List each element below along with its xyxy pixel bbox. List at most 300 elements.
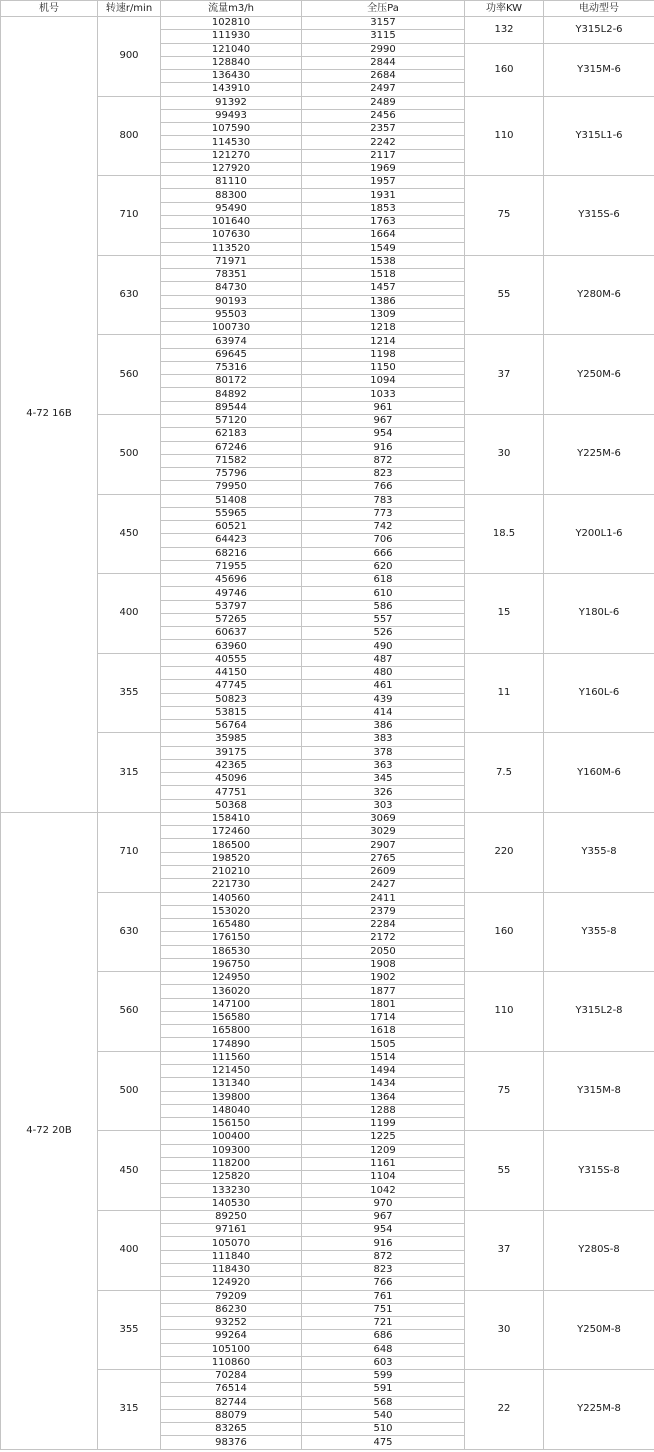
pressure-cell: 766 xyxy=(302,481,465,494)
speed-cell: 710 xyxy=(98,176,161,256)
flow-cell: 53815 xyxy=(161,706,302,719)
speed-cell: 355 xyxy=(98,653,161,733)
pressure-cell: 439 xyxy=(302,693,465,706)
motor-cell: Y315S-6 xyxy=(544,176,654,256)
pressure-cell: 1214 xyxy=(302,335,465,348)
pressure-cell: 1664 xyxy=(302,229,465,242)
flow-cell: 47745 xyxy=(161,680,302,693)
pressure-cell: 386 xyxy=(302,720,465,733)
flow-cell: 148040 xyxy=(161,1104,302,1117)
pressure-cell: 961 xyxy=(302,401,465,414)
pressure-cell: 2379 xyxy=(302,905,465,918)
pressure-cell: 1801 xyxy=(302,998,465,1011)
motor-cell: Y355-8 xyxy=(544,892,654,972)
table-row xyxy=(1,1210,654,1223)
pressure-cell: 1161 xyxy=(302,1157,465,1170)
pressure-cell: 967 xyxy=(302,1210,465,1223)
motor-cell: Y315S-8 xyxy=(544,1131,654,1211)
motor-cell: Y250M-8 xyxy=(544,1290,654,1370)
pressure-cell: 1763 xyxy=(302,215,465,228)
flow-cell: 124950 xyxy=(161,972,302,985)
pressure-cell: 872 xyxy=(302,1250,465,1263)
flow-cell: 128840 xyxy=(161,56,302,69)
flow-cell: 70284 xyxy=(161,1370,302,1383)
flow-cell: 139800 xyxy=(161,1091,302,1104)
flow-cell: 89250 xyxy=(161,1210,302,1223)
table-row xyxy=(1,17,654,30)
pressure-cell: 3115 xyxy=(302,30,465,43)
pressure-cell: 1209 xyxy=(302,1144,465,1157)
pressure-cell: 2609 xyxy=(302,866,465,879)
flow-cell: 45096 xyxy=(161,773,302,786)
pressure-cell: 954 xyxy=(302,428,465,441)
motor-cell: Y160M-6 xyxy=(544,733,654,813)
pressure-cell: 1104 xyxy=(302,1171,465,1184)
flow-cell: 71955 xyxy=(161,560,302,573)
pressure-cell: 1957 xyxy=(302,176,465,189)
flow-cell: 57265 xyxy=(161,613,302,626)
flow-cell: 127920 xyxy=(161,162,302,175)
flow-cell: 176150 xyxy=(161,932,302,945)
speed-cell: 315 xyxy=(98,733,161,813)
flow-cell: 105100 xyxy=(161,1343,302,1356)
table-row xyxy=(1,892,654,905)
motor-cell: Y200L1-6 xyxy=(544,494,654,574)
pressure-cell: 603 xyxy=(302,1356,465,1369)
table-row xyxy=(1,96,654,109)
flow-cell: 90193 xyxy=(161,295,302,308)
flow-cell: 49746 xyxy=(161,587,302,600)
flow-cell: 39175 xyxy=(161,746,302,759)
pressure-cell: 2489 xyxy=(302,96,465,109)
flow-cell: 76514 xyxy=(161,1383,302,1396)
speed-cell: 560 xyxy=(98,972,161,1052)
pressure-cell: 620 xyxy=(302,560,465,573)
table-row xyxy=(1,972,654,985)
pressure-cell: 383 xyxy=(302,733,465,746)
power-cell: 220 xyxy=(465,812,544,892)
flow-cell: 118200 xyxy=(161,1157,302,1170)
flow-cell: 133230 xyxy=(161,1184,302,1197)
flow-cell: 86230 xyxy=(161,1303,302,1316)
pressure-cell: 1514 xyxy=(302,1051,465,1064)
flow-cell: 88300 xyxy=(161,189,302,202)
pressure-cell: 2427 xyxy=(302,879,465,892)
pressure-cell: 1931 xyxy=(302,189,465,202)
pressure-cell: 1094 xyxy=(302,375,465,388)
pressure-cell: 378 xyxy=(302,746,465,759)
flow-cell: 99264 xyxy=(161,1330,302,1343)
pressure-cell: 2456 xyxy=(302,109,465,122)
pressure-cell: 1505 xyxy=(302,1038,465,1051)
header-pressure: 全压Pa xyxy=(302,1,465,17)
table-body xyxy=(1,17,654,1450)
speed-cell: 500 xyxy=(98,1051,161,1131)
flow-cell: 136020 xyxy=(161,985,302,998)
speed-cell: 315 xyxy=(98,1370,161,1450)
speed-cell: 355 xyxy=(98,1290,161,1370)
pressure-cell: 591 xyxy=(302,1383,465,1396)
pressure-cell: 1457 xyxy=(302,282,465,295)
flow-cell: 105070 xyxy=(161,1237,302,1250)
flow-cell: 42365 xyxy=(161,759,302,772)
pressure-cell: 3069 xyxy=(302,812,465,825)
flow-cell: 71582 xyxy=(161,454,302,467)
flow-cell: 100730 xyxy=(161,322,302,335)
header-motor: 电动型号 xyxy=(544,1,654,17)
pressure-cell: 618 xyxy=(302,574,465,587)
power-cell: 18.5 xyxy=(465,494,544,574)
pressure-cell: 1386 xyxy=(302,295,465,308)
pressure-cell: 2050 xyxy=(302,945,465,958)
flow-cell: 221730 xyxy=(161,879,302,892)
pressure-cell: 666 xyxy=(302,547,465,560)
model-cell: 4-72 16B xyxy=(1,17,98,813)
flow-cell: 57120 xyxy=(161,414,302,427)
flow-cell: 78351 xyxy=(161,269,302,282)
flow-cell: 81110 xyxy=(161,176,302,189)
flow-cell: 56764 xyxy=(161,720,302,733)
motor-cell: Y180L-6 xyxy=(544,574,654,654)
flow-cell: 198520 xyxy=(161,852,302,865)
speed-cell: 630 xyxy=(98,255,161,335)
flow-cell: 107590 xyxy=(161,123,302,136)
header-row xyxy=(1,1,654,17)
speed-cell: 450 xyxy=(98,1131,161,1211)
flow-cell: 118430 xyxy=(161,1263,302,1276)
pressure-cell: 970 xyxy=(302,1197,465,1210)
flow-cell: 111840 xyxy=(161,1250,302,1263)
pressure-cell: 540 xyxy=(302,1409,465,1422)
motor-cell: Y250M-6 xyxy=(544,335,654,415)
pressure-cell: 648 xyxy=(302,1343,465,1356)
flow-cell: 109300 xyxy=(161,1144,302,1157)
header-power: 功率KW xyxy=(465,1,544,17)
pressure-cell: 916 xyxy=(302,1237,465,1250)
flow-cell: 83265 xyxy=(161,1423,302,1436)
power-cell: 132 xyxy=(465,17,544,44)
power-cell: 37 xyxy=(465,1210,544,1290)
pressure-cell: 823 xyxy=(302,1263,465,1276)
pressure-cell: 461 xyxy=(302,680,465,693)
pressure-cell: 1853 xyxy=(302,202,465,215)
motor-cell: Y160L-6 xyxy=(544,653,654,733)
flow-cell: 47751 xyxy=(161,786,302,799)
speed-cell: 400 xyxy=(98,1210,161,1290)
table-row xyxy=(1,1370,654,1383)
flow-cell: 111560 xyxy=(161,1051,302,1064)
pressure-cell: 954 xyxy=(302,1224,465,1237)
motor-cell: Y355-8 xyxy=(544,812,654,892)
pressure-cell: 1218 xyxy=(302,322,465,335)
flow-cell: 64423 xyxy=(161,534,302,547)
flow-cell: 75796 xyxy=(161,468,302,481)
flow-cell: 121270 xyxy=(161,149,302,162)
pressure-cell: 823 xyxy=(302,468,465,481)
flow-cell: 51408 xyxy=(161,494,302,507)
pressure-cell: 1714 xyxy=(302,1011,465,1024)
pressure-cell: 783 xyxy=(302,494,465,507)
flow-cell: 124920 xyxy=(161,1277,302,1290)
pressure-cell: 1042 xyxy=(302,1184,465,1197)
flow-cell: 113520 xyxy=(161,242,302,255)
flow-cell: 156580 xyxy=(161,1011,302,1024)
table-row xyxy=(1,812,654,825)
motor-cell: Y280M-6 xyxy=(544,255,654,335)
flow-cell: 140560 xyxy=(161,892,302,905)
pressure-cell: 345 xyxy=(302,773,465,786)
pressure-cell: 1549 xyxy=(302,242,465,255)
pressure-cell: 1908 xyxy=(302,958,465,971)
flow-cell: 67246 xyxy=(161,441,302,454)
motor-cell: Y315L1-6 xyxy=(544,96,654,176)
speed-cell: 400 xyxy=(98,574,161,654)
flow-cell: 60521 xyxy=(161,521,302,534)
flow-cell: 50823 xyxy=(161,693,302,706)
flow-cell: 165480 xyxy=(161,919,302,932)
pressure-cell: 487 xyxy=(302,653,465,666)
pressure-cell: 1518 xyxy=(302,269,465,282)
flow-cell: 110860 xyxy=(161,1356,302,1369)
pressure-cell: 1150 xyxy=(302,361,465,374)
flow-cell: 79209 xyxy=(161,1290,302,1303)
pressure-cell: 303 xyxy=(302,799,465,812)
power-cell: 22 xyxy=(465,1370,544,1450)
power-cell: 75 xyxy=(465,176,544,256)
pressure-cell: 773 xyxy=(302,507,465,520)
flow-cell: 55965 xyxy=(161,507,302,520)
pressure-cell: 480 xyxy=(302,667,465,680)
flow-cell: 84730 xyxy=(161,282,302,295)
pressure-cell: 761 xyxy=(302,1290,465,1303)
power-cell: 160 xyxy=(465,892,544,972)
power-cell: 110 xyxy=(465,972,544,1052)
pressure-cell: 1309 xyxy=(302,308,465,321)
flow-cell: 98376 xyxy=(161,1436,302,1449)
motor-cell: Y315M-6 xyxy=(544,43,654,96)
speed-cell: 560 xyxy=(98,335,161,415)
table-row xyxy=(1,1290,654,1303)
pressure-cell: 721 xyxy=(302,1317,465,1330)
flow-cell: 75316 xyxy=(161,361,302,374)
flow-cell: 158410 xyxy=(161,812,302,825)
pressure-cell: 1494 xyxy=(302,1064,465,1077)
flow-cell: 40555 xyxy=(161,653,302,666)
flow-cell: 172460 xyxy=(161,826,302,839)
table-row xyxy=(1,733,654,746)
flow-cell: 107630 xyxy=(161,229,302,242)
flow-cell: 50368 xyxy=(161,799,302,812)
pressure-cell: 1198 xyxy=(302,348,465,361)
flow-cell: 140530 xyxy=(161,1197,302,1210)
pressure-cell: 526 xyxy=(302,627,465,640)
pressure-cell: 586 xyxy=(302,600,465,613)
pressure-cell: 414 xyxy=(302,706,465,719)
pressure-cell: 610 xyxy=(302,587,465,600)
flow-cell: 45696 xyxy=(161,574,302,587)
pressure-cell: 1288 xyxy=(302,1104,465,1117)
pressure-cell: 2411 xyxy=(302,892,465,905)
pressure-cell: 2284 xyxy=(302,919,465,932)
flow-cell: 79950 xyxy=(161,481,302,494)
flow-cell: 100400 xyxy=(161,1131,302,1144)
pressure-cell: 2907 xyxy=(302,839,465,852)
pressure-cell: 967 xyxy=(302,414,465,427)
speed-cell: 800 xyxy=(98,96,161,176)
pressure-cell: 363 xyxy=(302,759,465,772)
flow-cell: 88079 xyxy=(161,1409,302,1422)
pressure-cell: 1434 xyxy=(302,1078,465,1091)
pressure-cell: 766 xyxy=(302,1277,465,1290)
speed-cell: 630 xyxy=(98,892,161,972)
pressure-cell: 490 xyxy=(302,640,465,653)
flow-cell: 35985 xyxy=(161,733,302,746)
pressure-cell: 3157 xyxy=(302,17,465,30)
flow-cell: 95503 xyxy=(161,308,302,321)
flow-cell: 97161 xyxy=(161,1224,302,1237)
header-model: 机号 xyxy=(1,1,98,17)
pressure-cell: 1225 xyxy=(302,1131,465,1144)
flow-cell: 102810 xyxy=(161,17,302,30)
flow-cell: 121450 xyxy=(161,1064,302,1077)
flow-cell: 147100 xyxy=(161,998,302,1011)
table-row xyxy=(1,335,654,348)
pressure-cell: 3029 xyxy=(302,826,465,839)
flow-cell: 89544 xyxy=(161,401,302,414)
pressure-cell: 1618 xyxy=(302,1025,465,1038)
flow-cell: 69645 xyxy=(161,348,302,361)
flow-cell: 82744 xyxy=(161,1396,302,1409)
pressure-cell: 2844 xyxy=(302,56,465,69)
flow-cell: 53797 xyxy=(161,600,302,613)
power-cell: 37 xyxy=(465,335,544,415)
pressure-cell: 1199 xyxy=(302,1118,465,1131)
flow-cell: 196750 xyxy=(161,958,302,971)
motor-cell: Y315L2-8 xyxy=(544,972,654,1052)
flow-cell: 71971 xyxy=(161,255,302,268)
flow-cell: 95490 xyxy=(161,202,302,215)
power-cell: 11 xyxy=(465,653,544,733)
table-row xyxy=(1,494,654,507)
pressure-cell: 2357 xyxy=(302,123,465,136)
power-cell: 15 xyxy=(465,574,544,654)
pressure-cell: 742 xyxy=(302,521,465,534)
flow-cell: 125820 xyxy=(161,1171,302,1184)
motor-cell: Y315L2-6 xyxy=(544,17,654,44)
flow-cell: 156150 xyxy=(161,1118,302,1131)
table-row xyxy=(1,176,654,189)
flow-cell: 153020 xyxy=(161,905,302,918)
pressure-cell: 2497 xyxy=(302,83,465,96)
table-row xyxy=(1,255,654,268)
pressure-cell: 916 xyxy=(302,441,465,454)
power-cell: 30 xyxy=(465,414,544,494)
pressure-cell: 1538 xyxy=(302,255,465,268)
flow-cell: 186530 xyxy=(161,945,302,958)
flow-cell: 131340 xyxy=(161,1078,302,1091)
flow-cell: 174890 xyxy=(161,1038,302,1051)
table-row xyxy=(1,1131,654,1144)
flow-cell: 210210 xyxy=(161,866,302,879)
power-cell: 55 xyxy=(465,1131,544,1211)
pressure-cell: 2990 xyxy=(302,43,465,56)
motor-cell: Y225M-6 xyxy=(544,414,654,494)
speed-cell: 900 xyxy=(98,17,161,97)
pressure-cell: 568 xyxy=(302,1396,465,1409)
pressure-cell: 475 xyxy=(302,1436,465,1449)
flow-cell: 165800 xyxy=(161,1025,302,1038)
model-cell: 4-72 20B xyxy=(1,812,98,1449)
pressure-cell: 1969 xyxy=(302,162,465,175)
pressure-cell: 1033 xyxy=(302,388,465,401)
power-cell: 160 xyxy=(465,43,544,96)
pressure-cell: 686 xyxy=(302,1330,465,1343)
pressure-cell: 510 xyxy=(302,1423,465,1436)
flow-cell: 60637 xyxy=(161,627,302,640)
pressure-cell: 706 xyxy=(302,534,465,547)
speed-cell: 450 xyxy=(98,494,161,574)
power-cell: 30 xyxy=(465,1290,544,1370)
pressure-cell: 2684 xyxy=(302,70,465,83)
pressure-cell: 1364 xyxy=(302,1091,465,1104)
flow-cell: 68216 xyxy=(161,547,302,560)
pressure-cell: 2242 xyxy=(302,136,465,149)
pressure-cell: 872 xyxy=(302,454,465,467)
pressure-cell: 2117 xyxy=(302,149,465,162)
table-row xyxy=(1,574,654,587)
pressure-cell: 751 xyxy=(302,1303,465,1316)
pressure-cell: 2172 xyxy=(302,932,465,945)
pressure-cell: 1877 xyxy=(302,985,465,998)
speed-cell: 500 xyxy=(98,414,161,494)
header-speed: 转速r/min xyxy=(98,1,161,17)
flow-cell: 114530 xyxy=(161,136,302,149)
flow-cell: 99493 xyxy=(161,109,302,122)
pressure-cell: 326 xyxy=(302,786,465,799)
flow-cell: 101640 xyxy=(161,215,302,228)
power-cell: 75 xyxy=(465,1051,544,1131)
flow-cell: 44150 xyxy=(161,667,302,680)
power-cell: 55 xyxy=(465,255,544,335)
pressure-cell: 1902 xyxy=(302,972,465,985)
flow-cell: 136430 xyxy=(161,70,302,83)
power-cell: 7.5 xyxy=(465,733,544,813)
flow-cell: 80172 xyxy=(161,375,302,388)
flow-cell: 111930 xyxy=(161,30,302,43)
table-row xyxy=(1,1051,654,1064)
motor-cell: Y280S-8 xyxy=(544,1210,654,1290)
pressure-cell: 2765 xyxy=(302,852,465,865)
flow-cell: 143910 xyxy=(161,83,302,96)
table-row xyxy=(1,414,654,427)
pressure-cell: 557 xyxy=(302,613,465,626)
motor-cell: Y225M-8 xyxy=(544,1370,654,1450)
speed-cell: 710 xyxy=(98,812,161,892)
flow-cell: 91392 xyxy=(161,96,302,109)
flow-cell: 121040 xyxy=(161,43,302,56)
table-row xyxy=(1,653,654,666)
flow-cell: 93252 xyxy=(161,1317,302,1330)
flow-cell: 63974 xyxy=(161,335,302,348)
power-cell: 110 xyxy=(465,96,544,176)
flow-cell: 63960 xyxy=(161,640,302,653)
flow-cell: 62183 xyxy=(161,428,302,441)
flow-cell: 186500 xyxy=(161,839,302,852)
pressure-cell: 599 xyxy=(302,1370,465,1383)
header-flow: 流量m3/h xyxy=(161,1,302,17)
motor-cell: Y315M-8 xyxy=(544,1051,654,1131)
flow-cell: 84892 xyxy=(161,388,302,401)
